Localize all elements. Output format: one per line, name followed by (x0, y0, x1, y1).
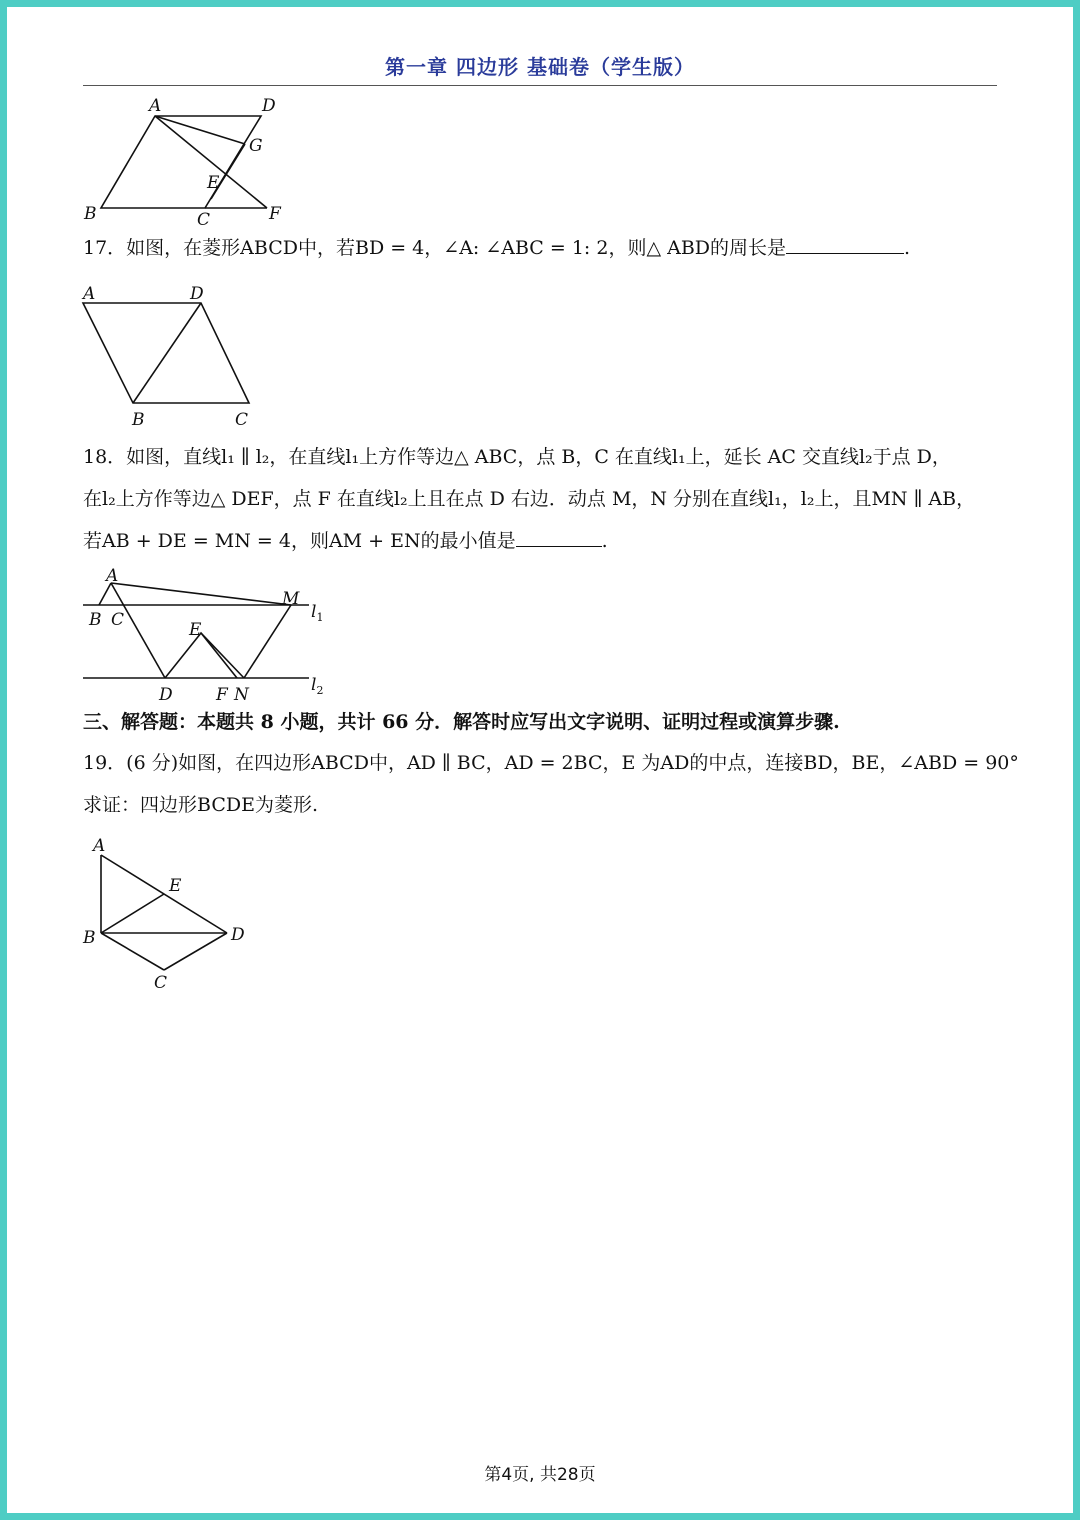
figure-q19 (77, 825, 277, 1000)
parallelogram-abcd (101, 116, 261, 208)
segment-ad (111, 583, 165, 678)
section-3-heading: 三、解答题：本题共 8 小题，共计 66 分．解答时应写出文字说明、证明过程或演算步骤. (83, 711, 840, 733)
segment-af (155, 116, 267, 208)
label-m: M (282, 589, 300, 609)
question-18-text: 若AB + DE = MN = 4，则AM + EN的最小值是 (83, 530, 516, 552)
segment-be (101, 894, 164, 933)
question-17 (83, 235, 1003, 261)
label-l2-letter: l (311, 675, 317, 695)
figure-q17 (77, 279, 277, 429)
label-c: C (197, 210, 211, 230)
rhombus-abcd (83, 303, 249, 403)
label-a: A (83, 284, 96, 304)
label-l2-sub: 2 (316, 684, 324, 697)
label-a: A (106, 566, 119, 586)
answer-blank-17[interactable] (786, 235, 904, 254)
label-a: A (93, 836, 106, 856)
segment-mn (244, 605, 291, 678)
question-18-line-1: 18．如图，直线l₁ ∥ l₂，在直线l₁上方作等边△ ABC，点 B，C 在直线l₁上，延长 AC 交直线l₂于点 D， (83, 446, 951, 468)
label-b: B (89, 610, 102, 630)
segment-ab (99, 583, 111, 605)
label-l1 (311, 602, 323, 624)
segment-cd (164, 933, 227, 970)
diagonal-bd (133, 303, 201, 403)
label-d: D (231, 925, 245, 945)
label-c: C (235, 410, 249, 430)
segment-en (201, 633, 244, 678)
question-18-end: . (601, 530, 608, 552)
label-b: B (132, 410, 145, 430)
question-18-line-3 (83, 528, 1003, 554)
label-c: C (111, 610, 125, 630)
label-a: A (149, 96, 162, 116)
label-d: D (190, 284, 204, 304)
label-f: F (216, 685, 228, 705)
segment-am (111, 583, 291, 605)
label-e: E (207, 173, 220, 193)
label-b: B (83, 928, 96, 948)
label-f: F (269, 204, 281, 224)
label-c: C (154, 973, 168, 993)
document-page (7, 7, 1073, 1513)
label-d: D (159, 685, 173, 705)
page-header-title: 第一章 四边形 基础卷（学生版） (385, 55, 695, 79)
label-l2 (311, 675, 323, 697)
question-19-line-2: 求证：四边形BCDE为菱形. (83, 794, 318, 816)
label-e: E (189, 620, 202, 640)
label-b: B (84, 204, 97, 224)
question-18-line-2: 在l₂上方作等边△ DEF，点 F 在直线l₂上且在点 D 右边．动点 M，N 分别在直线l₁，l₂上，且MN ∥ AB， (83, 488, 976, 510)
label-l1-sub: 1 (316, 611, 324, 624)
question-17-end: . (904, 237, 911, 259)
label-l1-letter: l (311, 602, 317, 622)
header-divider (83, 85, 997, 86)
segment-bc (101, 933, 164, 970)
figure-q18 (77, 563, 337, 708)
label-e: E (169, 876, 182, 896)
segment-ag (155, 116, 245, 144)
question-17-text: 17．如图，在菱形ABCD中，若BD = 4，∠A: ∠ABC = 1: 2，则△ ABD的周长是 (83, 237, 787, 259)
label-d: D (262, 96, 276, 116)
figure-q16 (77, 91, 337, 231)
label-n: N (234, 685, 249, 705)
page-number: 第4页, 共28页 (484, 1465, 596, 1485)
question-19-line-1: 19．(6 分)如图，在四边形ABCD中，AD ∥ BC，AD = 2BC，E 为AD的中点，连接BD，BE，∠ABD = 90° (83, 752, 1019, 774)
label-g: G (249, 136, 263, 156)
answer-blank-18[interactable] (516, 528, 602, 547)
